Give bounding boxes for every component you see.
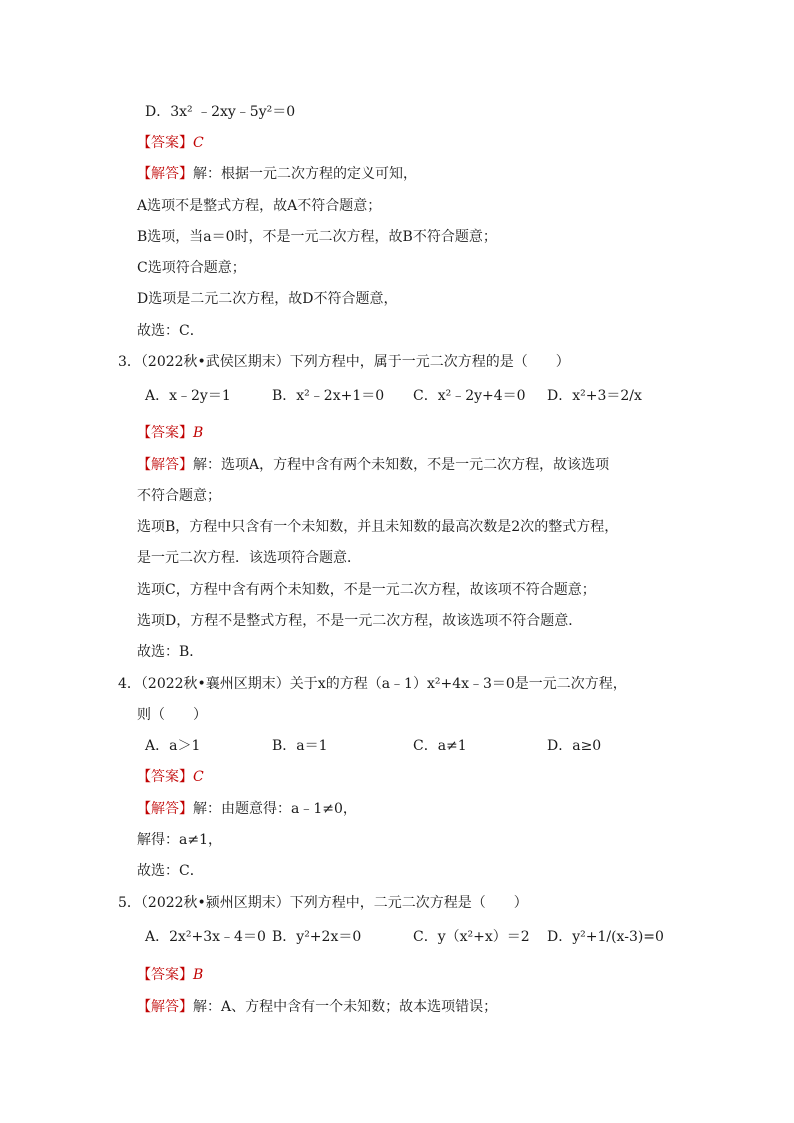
q5-option-d: D．y²+1/(x-3)=0 bbox=[547, 929, 664, 945]
q4-option-a: A．a＞1 bbox=[145, 738, 201, 754]
question-number: 3． bbox=[118, 354, 141, 370]
q3-option-c: C．x²﹣2y+4＝0 bbox=[413, 388, 526, 404]
q3-stem: 3．（2022秋•武侯区期末）下列方程中，属于一元二次方程的是（ ） bbox=[118, 354, 570, 370]
q4-conclusion: 故选：C． bbox=[137, 863, 204, 879]
answer-label: 【答案】 bbox=[137, 135, 193, 151]
q4-solution-line: 解得：a≠1， bbox=[137, 832, 222, 848]
q3-solution-line: 选项D，方程不是整式方程，不是一元二次方程，故该选项不符合题意． bbox=[137, 613, 583, 629]
q4-option-d: D．a≥0 bbox=[547, 738, 602, 754]
q4-option-b: B．a＝1 bbox=[272, 738, 328, 754]
q5-option-a: A．2x²+3x﹣4＝0 bbox=[145, 929, 266, 945]
q3-option-a: A．x﹣2y＝1 bbox=[145, 388, 231, 404]
q2-solution-line: C选项符合题意； bbox=[137, 260, 246, 276]
q3-option-b: B．x²﹣2x+1＝0 bbox=[272, 388, 385, 404]
q2-solution-line: B选项，当a＝0时，不是一元二次方程，故B不符合题意； bbox=[137, 229, 497, 245]
solution-label: 【解答】 bbox=[137, 166, 193, 182]
q3-solution-line: 【解答】解：选项A，方程中含有两个未知数，不是一元二次方程，故该选项 bbox=[137, 457, 610, 473]
q3-solution-line: 是一元二次方程．该选项符合题意． bbox=[137, 550, 361, 566]
q3-conclusion: 故选：B． bbox=[137, 644, 204, 660]
q3-answer: 【答案】B bbox=[137, 425, 204, 441]
q3-solution-line: 选项B，方程中只含有一个未知数，并且未知数的最高次数是2次的整式方程， bbox=[137, 519, 619, 535]
q4-solution-line: 【解答】解：由题意得：a﹣1≠0， bbox=[137, 801, 357, 817]
q2-option-d: D．3x² ﹣2xy﹣5y²＝0 bbox=[145, 104, 296, 120]
q5-solution-line: 【解答】解：A、方程中含有一个未知数；故本选项错误； bbox=[137, 999, 498, 1015]
q2-answer bbox=[137, 133, 204, 153]
answer-value: C bbox=[193, 135, 204, 151]
q2-conclusion: 故选：C． bbox=[137, 323, 204, 339]
q5-option-c: C．y（x²+x）＝2 bbox=[413, 929, 530, 945]
q5-stem: 5．（2022秋•颍州区期末）下列方程中，二元二次方程是（ ） bbox=[118, 895, 528, 911]
q2-solution-line: 【解答】解：根据一元二次方程的定义可知， bbox=[137, 166, 417, 182]
q5-answer: 【答案】B bbox=[137, 967, 204, 983]
q2-solution-line: A选项不是整式方程，故A不符合题意； bbox=[137, 198, 382, 214]
q4-stem-continued: 则（ ） bbox=[137, 707, 207, 723]
q4-stem: 4．（2022秋•襄州区期末）关于x的方程（a﹣1）x²+4x﹣3＝0是一元二次方程， bbox=[118, 676, 627, 692]
q3-solution-line: 选项C，方程中含有两个未知数，不是一元二次方程，故该项不符合题意； bbox=[137, 582, 596, 598]
q2-solution-line: D选项是二元二次方程，故D不符合题意， bbox=[137, 291, 398, 307]
q3-solution-line: 不符合题意； bbox=[137, 488, 221, 504]
q4-answer: 【答案】C bbox=[137, 769, 204, 785]
q3-option-d: D．x²+3＝2/x bbox=[547, 388, 642, 404]
q5-option-b: B．y²+2x＝0 bbox=[272, 929, 362, 945]
q4-option-c: C．a≠1 bbox=[413, 738, 467, 754]
